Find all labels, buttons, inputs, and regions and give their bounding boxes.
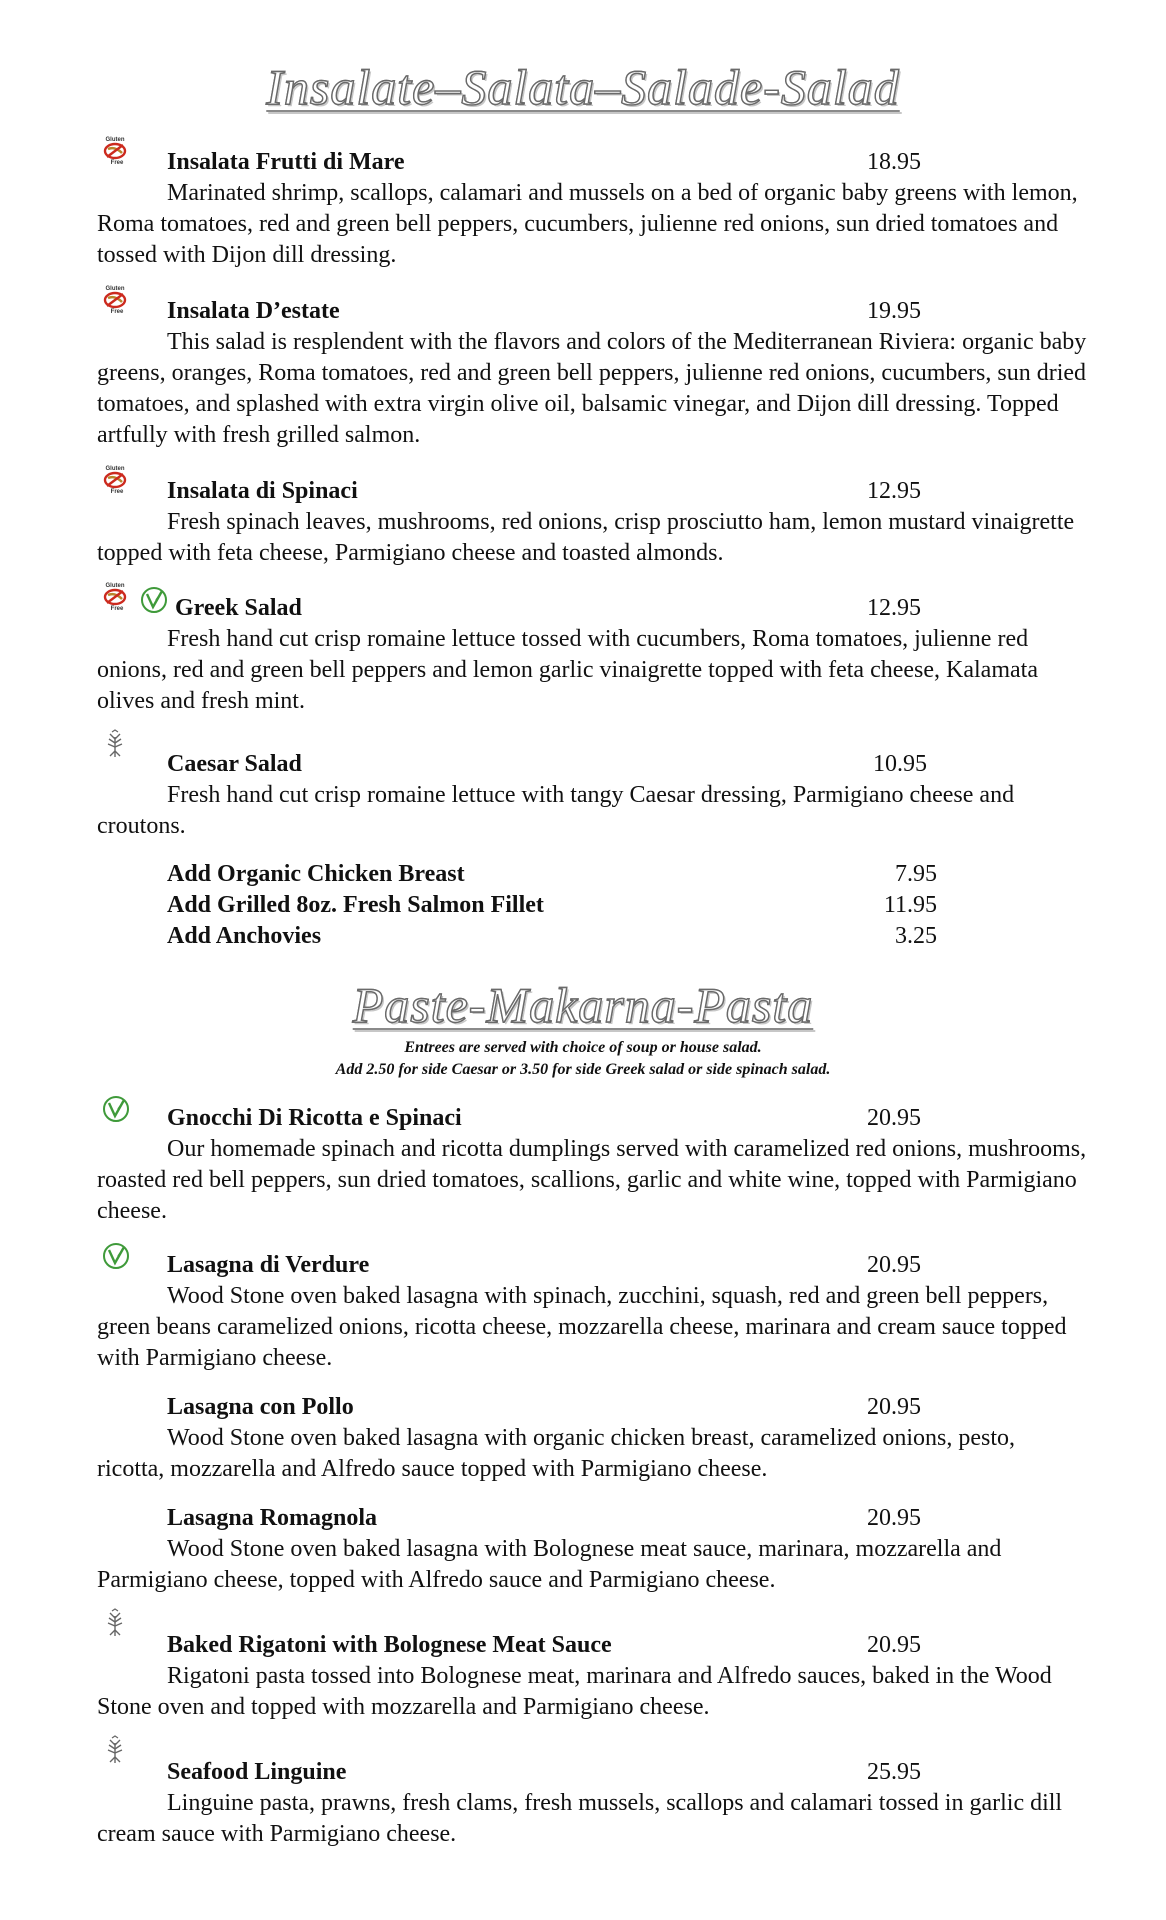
addon-label: Add Anchovies — [167, 923, 322, 949]
item-price: 12.95 — [867, 595, 921, 621]
item-description: This salad is resplendent with the flavors and colors of the Mediterranean Riviera: organic baby greens, oranges, Roma tomatoes, red and green bell peppers, julienne red onions, cucumbers, sun dried tomatoes, and splashed with extra virgin olive oil, balsamic vinegar, and Dijon dill dressing. Topped artfully with fresh grilled salmon. — [97, 329, 1087, 448]
item-name: Lasagna con Pollo — [167, 1394, 354, 1420]
item-price: 10.95 — [873, 751, 927, 777]
svg-text:Gluten: Gluten — [105, 286, 125, 292]
item-description: Wood Stone oven baked lasagna with organic chicken breast, caramelized onions, pesto, ricotta, mozzarella and Alfredo sauce topped with Parmigiano cheese. — [97, 1425, 1016, 1482]
menu-item — [97, 286, 1087, 451]
addon-price: 11.95 — [883, 892, 937, 918]
vegetarian-icon — [101, 1241, 131, 1271]
item-name: Insalata di Spinaci — [167, 478, 358, 504]
item-price: 19.95 — [867, 298, 921, 324]
svg-text:Free: Free — [110, 606, 124, 611]
item-price: 20.95 — [867, 1632, 921, 1658]
addon-label: Add Organic Chicken Breast — [167, 861, 465, 887]
item-name: Lasagna Romagnola — [167, 1505, 378, 1531]
item-name: Insalata Frutti di Mare — [167, 149, 405, 175]
item-description: Fresh spinach leaves, mushrooms, red onions, crisp prosciutto ham, lemon mustard vinaigrette topped with feta cheese, Parmigiano cheese and toasted almonds. — [97, 509, 1075, 566]
item-name: Lasagna di Verdure — [167, 1252, 370, 1278]
item-name: Seafood Linguine — [167, 1759, 347, 1785]
svg-text:Free: Free — [110, 309, 124, 314]
svg-text:Gluten: Gluten — [105, 583, 125, 589]
item-price: 20.95 — [867, 1394, 921, 1420]
pasta-note-line2: Add 2.50 for side Caesar or 3.50 for side Greek salad or side spinach salad. — [335, 1061, 831, 1078]
item-name: Caesar Salad — [167, 751, 302, 777]
menu-item — [97, 1250, 1087, 1374]
gluten-free-icon — [100, 464, 130, 494]
vegetarian-icon — [139, 585, 169, 615]
wheat-icon — [100, 1735, 130, 1765]
pasta-note-line1: Entrees are served with choice of soup or house salad. — [404, 1039, 762, 1056]
item-name: Gnocchi Di Ricotta e Spinaci — [167, 1105, 462, 1131]
item-description: Wood Stone oven baked lasagna with Bolognese meat sauce, marinara, mozzarella and Parmigiano cheese, topped with Alfredo sauce and Parmigiano cheese. — [97, 1536, 1002, 1593]
gluten-free-icon — [100, 284, 130, 314]
gluten-free-icon — [100, 581, 130, 611]
menu-item — [97, 1630, 1087, 1723]
menu-item — [97, 466, 1087, 569]
menu-item — [97, 1503, 1087, 1596]
menu-item — [97, 1392, 1087, 1485]
addon-row — [167, 890, 937, 921]
wheat-icon — [100, 1608, 130, 1638]
wheat-icon — [100, 729, 130, 759]
addon-price: 7.95 — [895, 861, 937, 887]
menu-item — [97, 749, 1087, 842]
item-description: Fresh hand cut crisp romaine lettuce tossed with cucumbers, Roma tomatoes, julienne red onions, red and green bell peppers and lemon garlic vinaigrette topped with feta cheese, Kalamata olives and fresh mint. — [97, 626, 1038, 714]
addon-row — [167, 859, 937, 890]
menu-item — [97, 137, 1087, 271]
menu-item — [97, 1757, 1087, 1850]
addon-label: Add Grilled 8oz. Fresh Salmon Fillet — [167, 892, 544, 918]
menu-item — [97, 583, 1087, 717]
item-description: Rigatoni pasta tossed into Bolognese meat, marinara and Alfredo sauces, baked in the Wood Stone oven and topped with mozzarella and Parmigiano cheese. — [97, 1663, 1052, 1720]
item-price: 20.95 — [867, 1505, 921, 1531]
item-price: 20.95 — [867, 1105, 921, 1131]
item-description: Wood Stone oven baked lasagna with spinach, zucchini, squash, red and green bell peppers, green beans caramelized onions, ricotta cheese, mozzarella cheese, marinara and cream sauce topped with Parmigiano cheese. — [97, 1283, 1067, 1371]
addon-price: 3.25 — [895, 923, 937, 949]
item-description: Our homemade spinach and ricotta dumplings served with caramelized red onions, mushrooms, roasted red bell peppers, sun dried tomatoes, scallions, garlic and white wine, topped with Parmigiano cheese. — [97, 1136, 1087, 1224]
svg-text:Free: Free — [110, 160, 124, 165]
addon-row — [167, 921, 937, 952]
item-price: 12.95 — [867, 478, 921, 504]
item-price: 20.95 — [867, 1252, 921, 1278]
gluten-free-icon — [100, 135, 130, 165]
salad-section-title: Insalate–Salata–Salade-Salad — [266, 59, 900, 115]
item-description: Marinated shrimp, scallops, calamari and mussels on a bed of organic baby greens with lemon, Roma tomatoes, red and green bell peppers, cucumbers, julienne red onions, sun dried tomatoes and tossed with Dijon dill dressing. — [97, 180, 1078, 268]
item-name: Greek Salad — [175, 595, 302, 621]
item-name: Insalata D’estate — [167, 298, 340, 324]
item-price: 25.95 — [867, 1759, 921, 1785]
item-description: Fresh hand cut crisp romaine lettuce with tangy Caesar dressing, Parmigiano cheese and croutons. — [97, 782, 1015, 839]
item-description: Linguine pasta, prawns, fresh clams, fresh mussels, scallops and calamari tossed in garlic dill cream sauce with Parmigiano cheese. — [97, 1790, 1063, 1847]
item-price: 18.95 — [867, 149, 921, 175]
vegetarian-icon — [101, 1094, 131, 1124]
menu-item — [97, 1103, 1087, 1227]
svg-text:Free: Free — [110, 489, 124, 494]
pasta-section-title: Paste-Makarna-Pasta — [352, 977, 814, 1033]
item-name: Baked Rigatoni with Bolognese Meat Sauce — [167, 1632, 612, 1658]
svg-text:Gluten: Gluten — [105, 466, 125, 472]
svg-text:Gluten: Gluten — [105, 137, 125, 143]
